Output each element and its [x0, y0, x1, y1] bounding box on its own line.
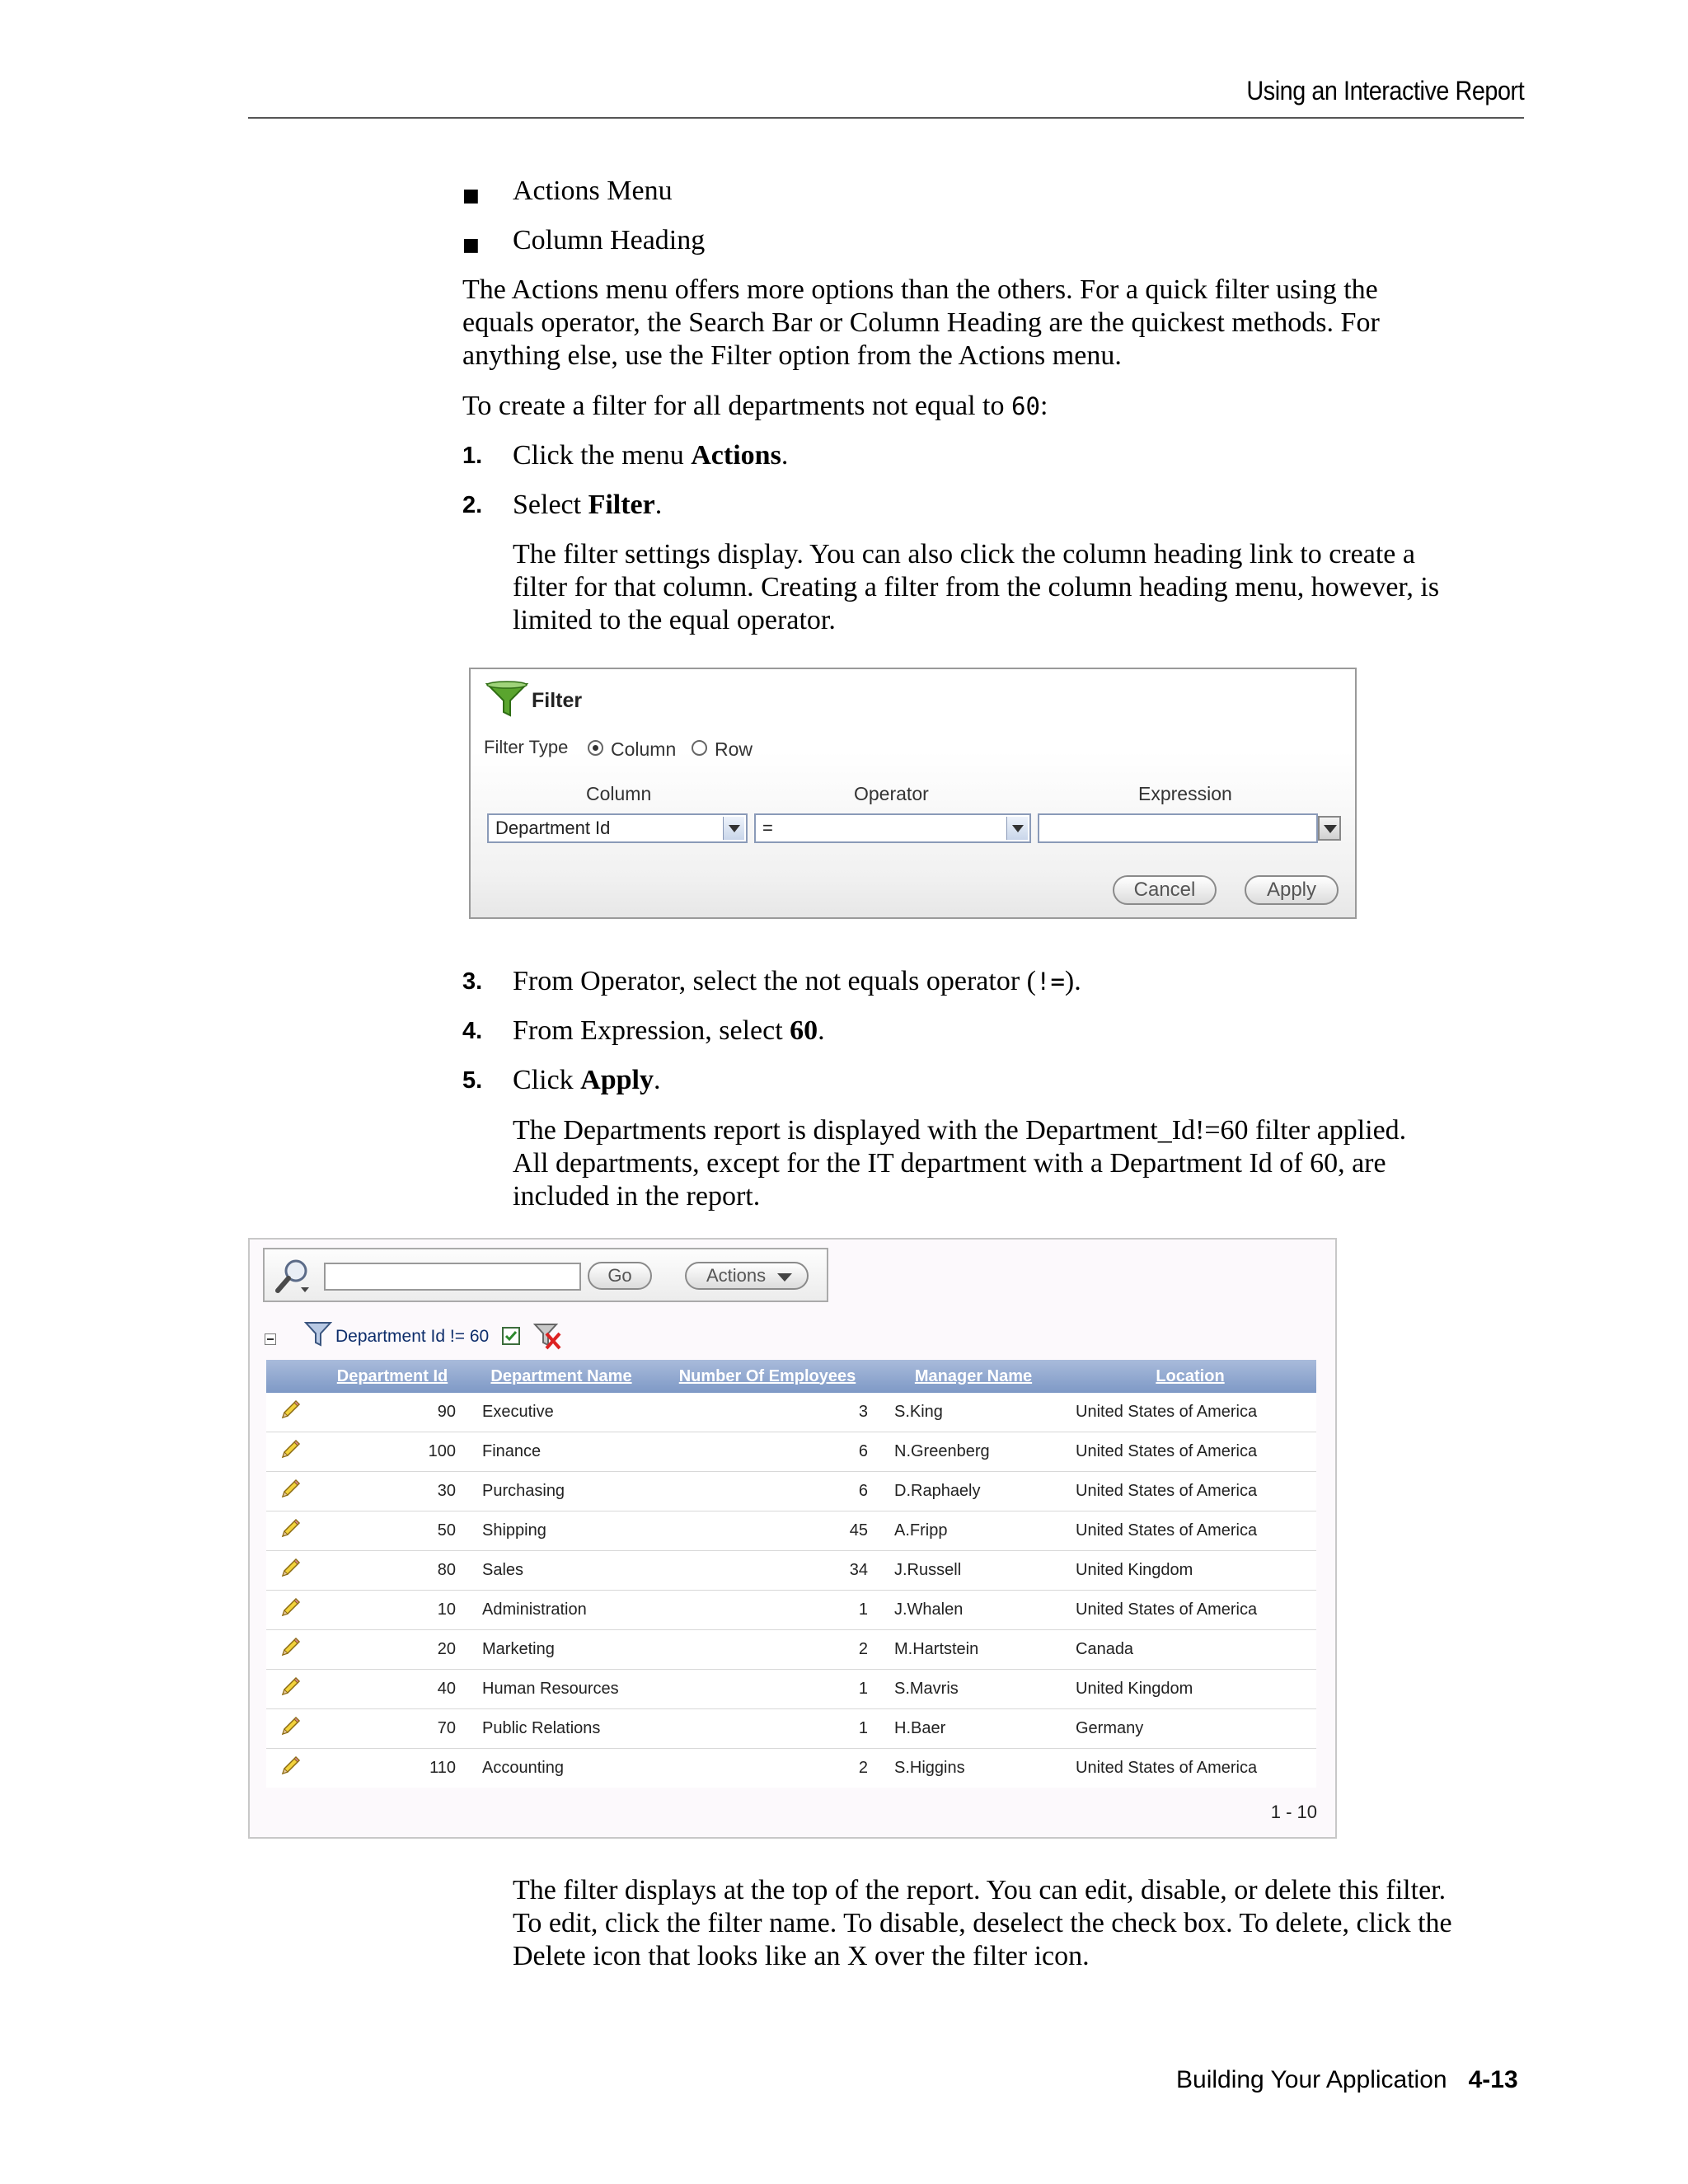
cell-location: United Kingdom — [1064, 1551, 1316, 1591]
cell-manager-name: A.Fripp — [883, 1511, 1064, 1551]
step-text: Click the menu Actions. — [513, 440, 789, 471]
step-number: 4. — [462, 1018, 483, 1044]
cell-department-id: 80 — [314, 1551, 471, 1591]
col-header-department-id[interactable]: Department Id — [314, 1360, 471, 1393]
expression-dropdown-icon[interactable] — [1318, 816, 1341, 841]
filter-funnel-icon — [304, 1320, 332, 1348]
running-header — [248, 66, 1524, 119]
table-header-row — [266, 1360, 1316, 1393]
cell-employee-count: 2 — [652, 1630, 883, 1670]
pencil-edit-icon[interactable] — [278, 1556, 302, 1581]
cell-department-name: Sales — [471, 1551, 652, 1591]
cell-department-id: 110 — [314, 1749, 471, 1788]
search-input[interactable] — [324, 1263, 581, 1291]
report-table — [266, 1360, 1316, 1788]
expression-input[interactable] — [1038, 813, 1318, 843]
apply-button[interactable]: Apply — [1245, 875, 1339, 905]
step-number: 1. — [462, 443, 483, 469]
table-row — [266, 1551, 1316, 1591]
col-header-manager-name[interactable]: Manager Name — [883, 1360, 1064, 1393]
edit-cell — [266, 1393, 314, 1432]
step-number: 5. — [462, 1067, 483, 1094]
table-row — [266, 1472, 1316, 1511]
cell-manager-name: S.Mavris — [883, 1670, 1064, 1709]
table-row — [266, 1432, 1316, 1472]
table-row — [266, 1749, 1316, 1788]
step-text: Select Filter. — [513, 490, 663, 520]
cell-employee-count: 2 — [652, 1749, 883, 1788]
cell-location: Germany — [1064, 1709, 1316, 1749]
cell-department-name: Purchasing — [471, 1472, 652, 1511]
cell-manager-name: J.Whalen — [883, 1591, 1064, 1630]
bullet-item: Column Heading — [513, 225, 706, 255]
cell-department-name: Accounting — [471, 1749, 652, 1788]
cell-department-id: 20 — [314, 1630, 471, 1670]
filter-funnel-icon — [485, 681, 528, 719]
cell-manager-name: N.Greenberg — [883, 1432, 1064, 1472]
cell-employee-count: 3 — [652, 1393, 883, 1432]
step-number: 2. — [462, 492, 483, 518]
pagination: 1 - 10 — [1270, 1802, 1317, 1822]
edit-cell — [266, 1670, 314, 1709]
edit-column-header — [266, 1360, 314, 1393]
cell-department-name: Marketing — [471, 1630, 652, 1670]
page-number: 4-13 — [1468, 2066, 1518, 2093]
step-number: 3. — [462, 968, 483, 995]
cell-location: United States of America — [1064, 1591, 1316, 1630]
cancel-button[interactable]: Cancel — [1113, 875, 1217, 905]
cell-department-id: 70 — [314, 1709, 471, 1749]
cell-employee-count: 6 — [652, 1432, 883, 1472]
cell-location: United States of America — [1064, 1749, 1316, 1788]
checkmark-icon — [504, 1329, 518, 1343]
step-text: Click Apply. — [513, 1065, 661, 1095]
filter-type-label: Filter Type — [484, 737, 569, 757]
cell-manager-name: H.Baer — [883, 1709, 1064, 1749]
footer-section: Building Your Application — [1176, 2066, 1447, 2093]
search-icon[interactable] — [273, 1256, 312, 1296]
table-row — [266, 1630, 1316, 1670]
chevron-down-icon — [1006, 817, 1028, 840]
cell-department-id: 40 — [314, 1670, 471, 1709]
pencil-edit-icon[interactable] — [278, 1635, 302, 1660]
cell-manager-name: D.Raphaely — [883, 1472, 1064, 1511]
column-header: Column — [586, 783, 652, 804]
collapse-icon[interactable] — [265, 1333, 276, 1345]
cell-department-name: Public Relations — [471, 1709, 652, 1749]
table-row — [266, 1511, 1316, 1551]
pencil-edit-icon[interactable] — [278, 1398, 302, 1422]
edit-cell — [266, 1511, 314, 1551]
edit-cell — [266, 1749, 314, 1788]
edit-cell — [266, 1709, 314, 1749]
cell-department-name: Shipping — [471, 1511, 652, 1551]
cell-employee-count: 1 — [652, 1709, 883, 1749]
cell-location: United States of America — [1064, 1393, 1316, 1432]
actions-menu-button[interactable]: Actions — [685, 1262, 809, 1290]
cell-location: United Kingdom — [1064, 1670, 1316, 1709]
cell-location: United States of America — [1064, 1472, 1316, 1511]
step-text: From Operator, select the not equals operator (!=). — [513, 966, 1081, 996]
row-radio-label: Row — [715, 738, 753, 760]
column-select-value: Department Id — [495, 818, 611, 838]
filter-name-link[interactable]: Department Id != 60 — [335, 1327, 490, 1346]
column-radio-label: Column — [611, 738, 677, 760]
filter-enabled-checkbox[interactable] — [502, 1327, 520, 1345]
cell-department-id: 100 — [314, 1432, 471, 1472]
search-bar — [263, 1248, 828, 1302]
bullet-item: Actions Menu — [513, 176, 673, 206]
delete-filter-icon[interactable] — [533, 1322, 563, 1350]
task-intro: To create a filter for all departments not equal to 60: — [462, 391, 1048, 421]
bullet-marker-icon: ■ — [462, 185, 480, 206]
pencil-edit-icon[interactable] — [278, 1596, 302, 1620]
cell-department-name: Administration — [471, 1591, 652, 1630]
cell-location: Canada — [1064, 1630, 1316, 1670]
bullet-marker-icon: ■ — [462, 235, 480, 255]
col-header-number-of-employees[interactable]: Number Of Employees — [652, 1360, 883, 1393]
cell-manager-name: J.Russell — [883, 1551, 1064, 1591]
intro-paragraph: The Actions menu offers more options than the others. For a quick filter using the equals operator, the Search Bar or Column Heading are the quickest methods. For anything else, use the Filter option from the Actions menu. — [462, 274, 1380, 371]
col-header-location[interactable]: Location — [1064, 1360, 1316, 1393]
cell-department-name: Human Resources — [471, 1670, 652, 1709]
table-row — [266, 1670, 1316, 1709]
cell-employee-count: 45 — [652, 1511, 883, 1551]
expression-header: Expression — [1138, 783, 1232, 804]
cell-department-id: 90 — [314, 1393, 471, 1432]
pencil-edit-icon[interactable] — [278, 1516, 302, 1541]
cell-manager-name: S.King — [883, 1393, 1064, 1432]
cell-employee-count: 1 — [652, 1591, 883, 1630]
operator-select-value: = — [762, 818, 773, 838]
cell-location: United States of America — [1064, 1432, 1316, 1472]
step5-note: The Departments report is displayed with the Department_Id!=60 filter applied. All departments, except for the IT department with a Department Id of 60, are included in the report. — [513, 1115, 1407, 1212]
step2-note: The filter settings display. You can also click the column heading link to create a filter for that column. Creating a filter from the column heading menu, however, is limited to the equal operator. — [513, 539, 1440, 635]
operator-select[interactable] — [754, 813, 1031, 843]
column-radio[interactable] — [588, 740, 603, 756]
cell-department-id: 30 — [314, 1472, 471, 1511]
table-row — [266, 1709, 1316, 1749]
cell-manager-name: S.Higgins — [883, 1749, 1064, 1788]
page-footer — [1176, 2066, 1518, 2094]
edit-cell — [266, 1630, 314, 1670]
cell-location: United States of America — [1064, 1511, 1316, 1551]
chevron-down-icon — [723, 817, 744, 840]
table-row — [266, 1393, 1316, 1432]
cell-employee-count: 34 — [652, 1551, 883, 1591]
pencil-edit-icon[interactable] — [278, 1477, 302, 1502]
running-header-title: Using an Interactive Report — [1246, 76, 1524, 105]
cell-department-id: 50 — [314, 1511, 471, 1551]
step-text: From Expression, select 60. — [513, 1015, 825, 1046]
chevron-down-icon — [777, 1273, 792, 1282]
cell-department-name: Executive — [471, 1393, 652, 1432]
edit-cell — [266, 1472, 314, 1511]
cell-employee-count: 6 — [652, 1472, 883, 1511]
filter-dialog — [469, 668, 1357, 919]
pencil-edit-icon[interactable] — [278, 1754, 302, 1779]
operator-header: Operator — [854, 783, 929, 804]
col-header-department-name[interactable]: Department Name — [471, 1360, 652, 1393]
closing-paragraph: The filter displays at the top of the report. You can edit, disable, or delete this filter. To edit, click the filter name. To disable, deselect the check box. To delete, click the Delete icon that looks like an X over the filter icon. — [513, 1875, 1452, 1971]
edit-cell — [266, 1591, 314, 1630]
filter-row — [263, 1319, 840, 1352]
column-select[interactable] — [487, 813, 748, 843]
cell-department-name: Finance — [471, 1432, 652, 1472]
cell-employee-count: 1 — [652, 1670, 883, 1709]
filter-dialog-title: Filter — [532, 689, 583, 712]
departments-report — [248, 1238, 1337, 1839]
row-radio[interactable] — [692, 740, 707, 756]
pencil-edit-icon[interactable] — [278, 1714, 302, 1739]
pencil-edit-icon[interactable] — [278, 1675, 302, 1699]
go-button[interactable]: Go — [588, 1262, 652, 1290]
pencil-edit-icon[interactable] — [278, 1437, 302, 1462]
cell-manager-name: M.Hartstein — [883, 1630, 1064, 1670]
edit-cell — [266, 1432, 314, 1472]
edit-cell — [266, 1551, 314, 1591]
cell-department-id: 10 — [314, 1591, 471, 1630]
table-row — [266, 1591, 1316, 1630]
